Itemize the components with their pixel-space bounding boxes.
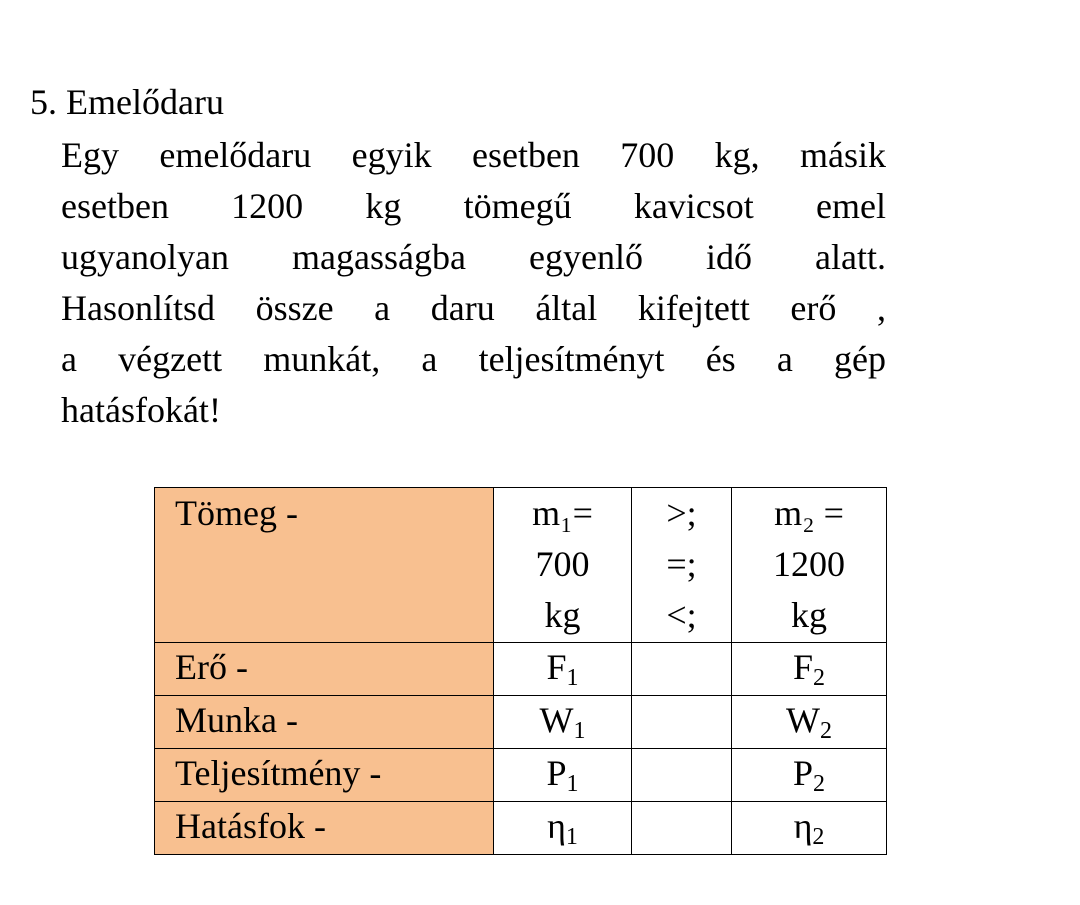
text-line: Egy emelődaru egyik esetben 700 kg, másik [61, 135, 886, 175]
cell-line: <; [666, 595, 697, 635]
answer-cell[interactable] [632, 749, 732, 802]
left-symbol [494, 643, 632, 696]
comparison-table [154, 487, 887, 855]
subscript: 1 [565, 824, 578, 850]
symbol: P [792, 753, 814, 793]
symbol: W [786, 700, 820, 740]
text-line: a végzett munkát, a teljesítményt és a gép [61, 339, 886, 379]
row-label: Erő - [155, 643, 494, 696]
table-row [155, 696, 887, 749]
exercise-text [61, 130, 886, 436]
symbol: P [546, 753, 567, 793]
mass-2-cell [732, 488, 887, 643]
exercise-title: 5. Emelődaru [30, 82, 224, 122]
row-label: Hatásfok - [155, 802, 494, 855]
subscript: 1 [566, 665, 579, 691]
left-symbol [494, 696, 632, 749]
table-row-mass [155, 488, 887, 643]
symbol: F [546, 647, 567, 687]
cell-line: m₁= [532, 493, 593, 533]
subscript: 1 [566, 771, 579, 797]
table-row [155, 749, 887, 802]
text-line: hatásfokát! [61, 390, 221, 430]
right-symbol [732, 802, 887, 855]
cell-line: 700 [535, 544, 590, 584]
subscript: 1 [573, 718, 586, 744]
right-symbol [732, 643, 887, 696]
row-label: Munka - [155, 696, 494, 749]
left-symbol [494, 749, 632, 802]
right-symbol [732, 696, 887, 749]
text-line: ugyanolyan magasságba egyenlő idő alatt. [61, 237, 886, 277]
subscript: 2 [819, 718, 832, 744]
text-line: esetben 1200 kg tömegű kavicsot emel [61, 186, 886, 226]
subscript: 2 [812, 824, 825, 850]
table-row [155, 643, 887, 696]
symbol: η [793, 806, 813, 846]
relation-options-cell [632, 488, 732, 643]
answer-cell[interactable] [632, 696, 732, 749]
right-symbol [732, 749, 887, 802]
row-label-text: Tömeg - [175, 493, 298, 533]
cell-line: kg [791, 595, 827, 635]
subscript: 2 [813, 771, 826, 797]
cell-line: m₂ = [774, 493, 844, 533]
row-label: Teljesítmény - [155, 749, 494, 802]
cell-line: kg [544, 595, 581, 635]
text-line: Hasonlítsd össze a daru által kifejtett erő , [61, 288, 886, 328]
cell-line: >; [666, 493, 697, 533]
cell-line: =; [666, 544, 697, 584]
symbol: η [547, 806, 566, 846]
symbol: F [792, 647, 814, 687]
cell-line: 1200 [773, 544, 845, 584]
table-row [155, 802, 887, 855]
row-label [155, 488, 494, 643]
mass-1-cell [494, 488, 632, 643]
answer-cell[interactable] [632, 802, 732, 855]
subscript: 2 [813, 665, 826, 691]
symbol: W [539, 700, 574, 740]
left-symbol [494, 802, 632, 855]
answer-cell[interactable] [632, 643, 732, 696]
